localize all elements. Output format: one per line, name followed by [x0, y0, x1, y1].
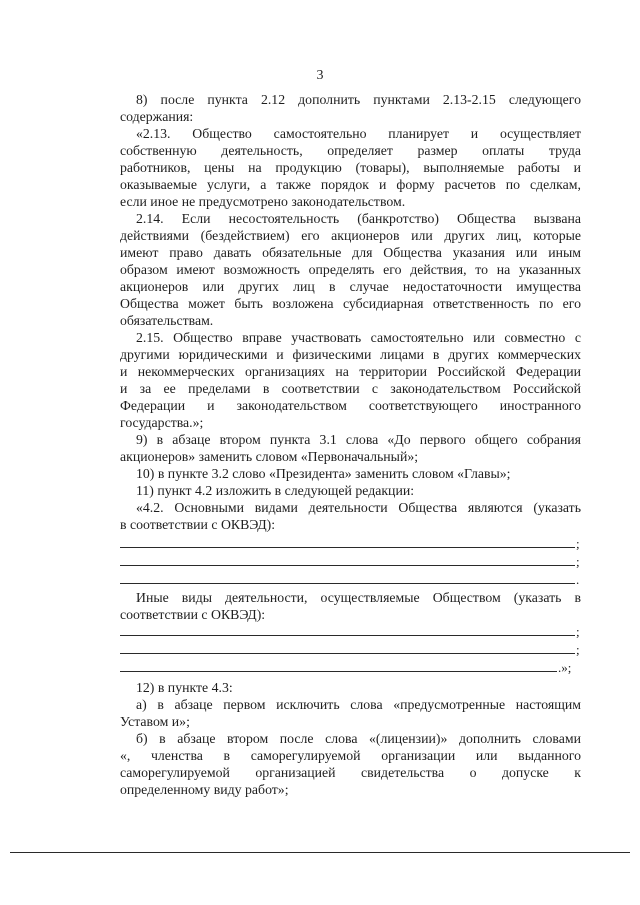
text-line: а) в абзаце первом исключить слова «предусмотренные настоящим: [136, 697, 581, 712]
text-line: саморегулируемой организацией свидетельства о допуске к: [120, 765, 581, 780]
text-line: собственную деятельность, определяет размер оплаты труда: [120, 143, 581, 158]
text-line: Иные виды деятельности, осуществляемые Обществом (указать в: [136, 590, 581, 605]
blank-line-end: ;: [576, 642, 580, 657]
text-line: если иное не предусмотрено законодательством.: [120, 194, 406, 209]
text-line: в соответствии с ОКВЭД):: [120, 517, 276, 532]
blank-line-end: .»;: [558, 660, 572, 675]
page-number: 3: [316, 68, 324, 83]
blank-line-end: .: [576, 572, 580, 587]
text-line: «4.2. Основными видами деятельности Общества являются (указать: [136, 500, 581, 515]
text-line: и некоммерческих организациях на территории Российской Федерации: [120, 364, 581, 379]
text-line: Уставом и»;: [120, 714, 190, 729]
text-line: обязательствам.: [120, 313, 214, 328]
text-line: б) в абзаце втором после слова «(лицензии)» дополнить словами: [136, 731, 581, 746]
blank-line-end: ;: [576, 624, 580, 639]
text-line: 8) после пункта 2.12 дополнить пунктами 2.13-2.15 следующего: [136, 92, 581, 107]
text-line: 2.15. Общество вправе участвовать самостоятельно или совместно с: [136, 330, 581, 345]
text-line: «2.13. Общество самостоятельно планирует и осуществляет: [136, 126, 581, 141]
footer-divider: [10, 852, 630, 853]
blank-line: [120, 653, 575, 654]
blank-line: [120, 565, 575, 566]
text-line: государства.»;: [120, 415, 204, 430]
text-line: 2.14. Если несостоятельность (банкротство) Общества вызвана: [136, 211, 581, 226]
blank-line-end: ;: [576, 554, 580, 569]
text-line: Федерации и законодательством соответствующего иностранного: [120, 398, 581, 413]
text-line: «, членства в саморегулируемой организации или выданного: [120, 748, 581, 763]
text-line: соответствии с ОКВЭД):: [120, 607, 266, 622]
text-line: содержания:: [120, 109, 194, 124]
text-line: 9) в абзаце втором пункта 3.1 слова «До первого общего собрания: [136, 432, 581, 447]
text-line: акционеров или других лиц в случае недостаточности имущества: [120, 279, 581, 294]
text-line: и за ее пределами в соответствии с законодательством Российской: [120, 381, 581, 396]
text-line: 10) в пункте 3.2 слово «Президента» заменить словом «Главы»;: [136, 466, 511, 481]
blank-line: [120, 635, 575, 636]
text-line: оказываемые услуги, а также порядок и форму расчетов по сделкам,: [120, 177, 581, 192]
blank-line-end: ;: [576, 536, 580, 551]
text-line: образом имеют возможность определять его действия, то на указанных: [120, 262, 581, 277]
text-line: определенному виду работ»;: [120, 782, 289, 797]
blank-line: [120, 671, 557, 672]
blank-line: [120, 583, 575, 584]
text-line: имеют право давать обязательные для Общества указания или иным: [120, 245, 581, 260]
text-line: действиями (бездействием) его акционеров или других лиц, которые: [120, 228, 581, 243]
text-line: Общества может быть возложена субсидиарная ответственность по его: [120, 296, 581, 311]
text-line: 11) пункт 4.2 изложить в следующей редакции:: [136, 483, 415, 498]
text-line: работников, цены на продукцию (товары), выполняемые работы и: [120, 160, 581, 175]
text-line: акционеров» заменить словом «Первоначальный»;: [120, 449, 419, 464]
blank-line: [120, 547, 575, 548]
text-line: другими юридическими и физическими лицами в других коммерческих: [120, 347, 581, 362]
text-line: 12) в пункте 4.3:: [136, 680, 233, 695]
